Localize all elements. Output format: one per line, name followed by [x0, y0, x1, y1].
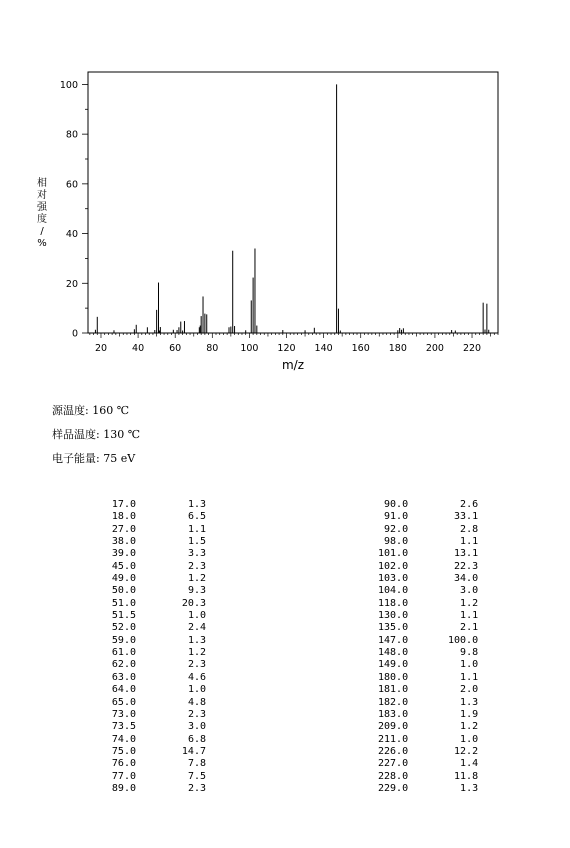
table-row [378, 622, 478, 634]
x-tick-label: 160 [351, 343, 370, 354]
intensity-value: 100.0 [448, 634, 479, 646]
mz-value: 209.0 [378, 721, 409, 733]
intensity-value: 1.3 [460, 696, 479, 708]
y-tick-label: 0 [71, 328, 78, 340]
mz-value: 61.0 [111, 647, 136, 659]
intensity-value: 1.4 [460, 758, 479, 770]
x-tick-label: 120 [277, 343, 296, 354]
table-row [106, 746, 206, 758]
intensity-value: 6.5 [187, 511, 206, 523]
intensity-value: 12.2 [454, 745, 479, 757]
intensity-value: 34.0 [454, 573, 479, 585]
mz-value: 98.0 [384, 536, 409, 548]
mz-value: 63.0 [111, 671, 136, 683]
table-row [106, 536, 206, 548]
table-row [106, 573, 206, 585]
mz-value: 102.0 [378, 560, 409, 572]
table-row [106, 511, 206, 523]
mz-value: 89.0 [111, 782, 136, 794]
table-row [378, 635, 478, 647]
mz-value: 49.0 [111, 573, 136, 585]
mz-value: 73.5 [111, 721, 136, 733]
table-row [106, 622, 206, 634]
intensity-value: 1.3 [460, 782, 479, 794]
table-row [378, 573, 478, 585]
table-row [106, 647, 206, 659]
table-row [378, 697, 478, 709]
intensity-value: 13.1 [454, 548, 479, 560]
mz-value: 227.0 [378, 758, 409, 770]
mz-value: 229.0 [378, 782, 409, 794]
intensity-value: 2.0 [460, 684, 479, 696]
intensity-value: 2.8 [460, 523, 479, 535]
mz-value: 73.0 [111, 708, 136, 720]
mz-value: 101.0 [378, 548, 409, 560]
intensity-value: 1.5 [187, 536, 206, 548]
mz-value: 130.0 [378, 610, 409, 622]
x-tick-label: 180 [388, 343, 407, 354]
mz-value: 181.0 [378, 684, 409, 696]
y-tick-label: 100 [59, 79, 78, 91]
intensity-value: 1.3 [187, 634, 206, 646]
table-row [378, 659, 478, 671]
intensity-value: 7.8 [187, 758, 206, 770]
table-row [106, 721, 206, 733]
mz-value: 211.0 [378, 733, 409, 745]
mz-value: 38.0 [111, 536, 136, 548]
intensity-value: 1.1 [460, 671, 479, 683]
mz-value: 65.0 [111, 696, 136, 708]
intensity-value: 3.0 [187, 721, 206, 733]
mass-spectrum-chart [0, 0, 570, 380]
intensity-value: 1.3 [187, 499, 206, 510]
mz-value: 180.0 [378, 671, 409, 683]
mz-value: 59.0 [111, 634, 136, 646]
table-row [106, 758, 206, 770]
table-row [378, 734, 478, 746]
table-row [106, 734, 206, 746]
table-row [378, 561, 478, 573]
y-axis-label: 相对强度/ % [37, 178, 47, 249]
peak-table-left [106, 499, 206, 795]
intensity-value: 2.3 [187, 659, 206, 671]
table-row [378, 610, 478, 622]
mz-value: 226.0 [378, 745, 409, 757]
table-row [378, 684, 478, 696]
table-row [378, 647, 478, 659]
intensity-value: 3.0 [460, 585, 479, 597]
intensity-value: 1.2 [187, 573, 206, 585]
table-row [106, 598, 206, 610]
table-row [106, 610, 206, 622]
table-row [106, 697, 206, 709]
intensity-value: 1.1 [460, 610, 479, 622]
intensity-value: 22.3 [454, 560, 479, 572]
intensity-value: 11.8 [454, 770, 479, 782]
mz-value: 51.0 [111, 597, 136, 609]
mz-value: 147.0 [378, 634, 409, 646]
table-row [106, 548, 206, 560]
table-row [378, 721, 478, 733]
table-row [106, 771, 206, 783]
intensity-value: 4.8 [187, 696, 206, 708]
x-axis-label: m/z [281, 358, 305, 372]
mz-value: 118.0 [378, 597, 409, 609]
intensity-value: 2.1 [460, 622, 479, 634]
intensity-value: 1.9 [460, 708, 479, 720]
source-temperature: 源温度: 160 ℃ [52, 404, 129, 417]
table-row [106, 672, 206, 684]
intensity-value: 9.3 [187, 585, 206, 597]
mz-value: 103.0 [378, 573, 409, 585]
peak-table-right [378, 499, 478, 795]
table-row [106, 561, 206, 573]
table-row [106, 684, 206, 696]
y-tick-label: 60 [65, 179, 78, 191]
table-row [378, 783, 478, 795]
mz-value: 135.0 [378, 622, 409, 634]
table-row [378, 746, 478, 758]
mz-value: 92.0 [384, 523, 409, 535]
mz-value: 62.0 [111, 659, 136, 671]
y-tick-label: 40 [65, 229, 78, 241]
intensity-value: 9.8 [460, 647, 479, 659]
mz-value: 76.0 [111, 758, 136, 770]
mz-value: 17.0 [111, 499, 136, 510]
table-row [378, 598, 478, 610]
table-row [106, 659, 206, 671]
table-row [378, 548, 478, 560]
table-row [378, 499, 478, 511]
x-tick-label: 200 [425, 343, 444, 354]
mz-value: 91.0 [384, 511, 409, 523]
intensity-value: 33.1 [454, 511, 479, 523]
mz-value: 90.0 [384, 499, 409, 510]
mz-value: 183.0 [378, 708, 409, 720]
mz-value: 228.0 [378, 770, 409, 782]
mz-value: 50.0 [111, 585, 136, 597]
mz-value: 51.5 [111, 610, 136, 622]
table-row [378, 771, 478, 783]
table-row [106, 709, 206, 721]
x-tick-label: 220 [462, 343, 482, 354]
table-row [378, 758, 478, 770]
x-tick-label: 20 [94, 343, 108, 354]
mz-value: 74.0 [111, 733, 136, 745]
mz-value: 104.0 [378, 585, 409, 597]
intensity-value: 2.4 [187, 622, 206, 634]
intensity-value: 1.1 [460, 536, 479, 548]
plot-frame [88, 72, 498, 333]
intensity-value: 1.0 [460, 659, 479, 671]
intensity-value: 2.3 [187, 708, 206, 720]
table-row [378, 536, 478, 548]
x-tick-label: 140 [314, 343, 333, 354]
table-row [106, 499, 206, 511]
mz-value: 39.0 [111, 548, 136, 560]
intensity-value: 4.6 [187, 671, 206, 683]
intensity-value: 1.2 [460, 721, 479, 733]
table-row [378, 672, 478, 684]
table-row [378, 585, 478, 597]
table-row [378, 709, 478, 721]
sample-temperature: 样品温度: 130 ℃ [52, 428, 140, 441]
mz-value: 45.0 [111, 560, 136, 572]
intensity-value: 1.0 [187, 684, 206, 696]
x-tick-label: 60 [169, 343, 182, 354]
intensity-value: 2.3 [187, 560, 206, 572]
table-row [106, 524, 206, 536]
y-tick-label: 20 [65, 278, 78, 290]
intensity-value: 20.3 [181, 597, 206, 609]
table-row [106, 783, 206, 795]
mz-value: 27.0 [111, 523, 136, 535]
table-row [106, 635, 206, 647]
mz-value: 182.0 [378, 696, 409, 708]
mz-value: 148.0 [378, 647, 409, 659]
intensity-value: 1.0 [460, 733, 479, 745]
intensity-value: 2.3 [187, 782, 206, 794]
x-tick-label: 40 [132, 343, 145, 354]
mz-value: 77.0 [111, 770, 136, 782]
intensity-value: 3.3 [187, 548, 206, 560]
electron-energy: 电子能量: 75 eV [52, 452, 136, 465]
intensity-value: 2.6 [460, 499, 479, 510]
y-tick-label: 80 [65, 129, 78, 141]
mz-value: 75.0 [111, 745, 136, 757]
intensity-value: 1.2 [187, 647, 206, 659]
table-row [378, 511, 478, 523]
table-row [378, 524, 478, 536]
intensity-value: 1.0 [187, 610, 206, 622]
intensity-value: 1.1 [187, 523, 206, 535]
mz-value: 18.0 [111, 511, 136, 523]
table-row [106, 585, 206, 597]
intensity-value: 14.7 [181, 745, 206, 757]
intensity-value: 6.8 [187, 733, 206, 745]
mz-value: 149.0 [378, 659, 409, 671]
mz-value: 64.0 [111, 684, 136, 696]
x-tick-label: 80 [206, 343, 219, 354]
intensity-value: 7.5 [187, 770, 206, 782]
x-tick-label: 100 [240, 343, 259, 354]
intensity-value: 1.2 [460, 597, 479, 609]
mz-value: 52.0 [111, 622, 136, 634]
